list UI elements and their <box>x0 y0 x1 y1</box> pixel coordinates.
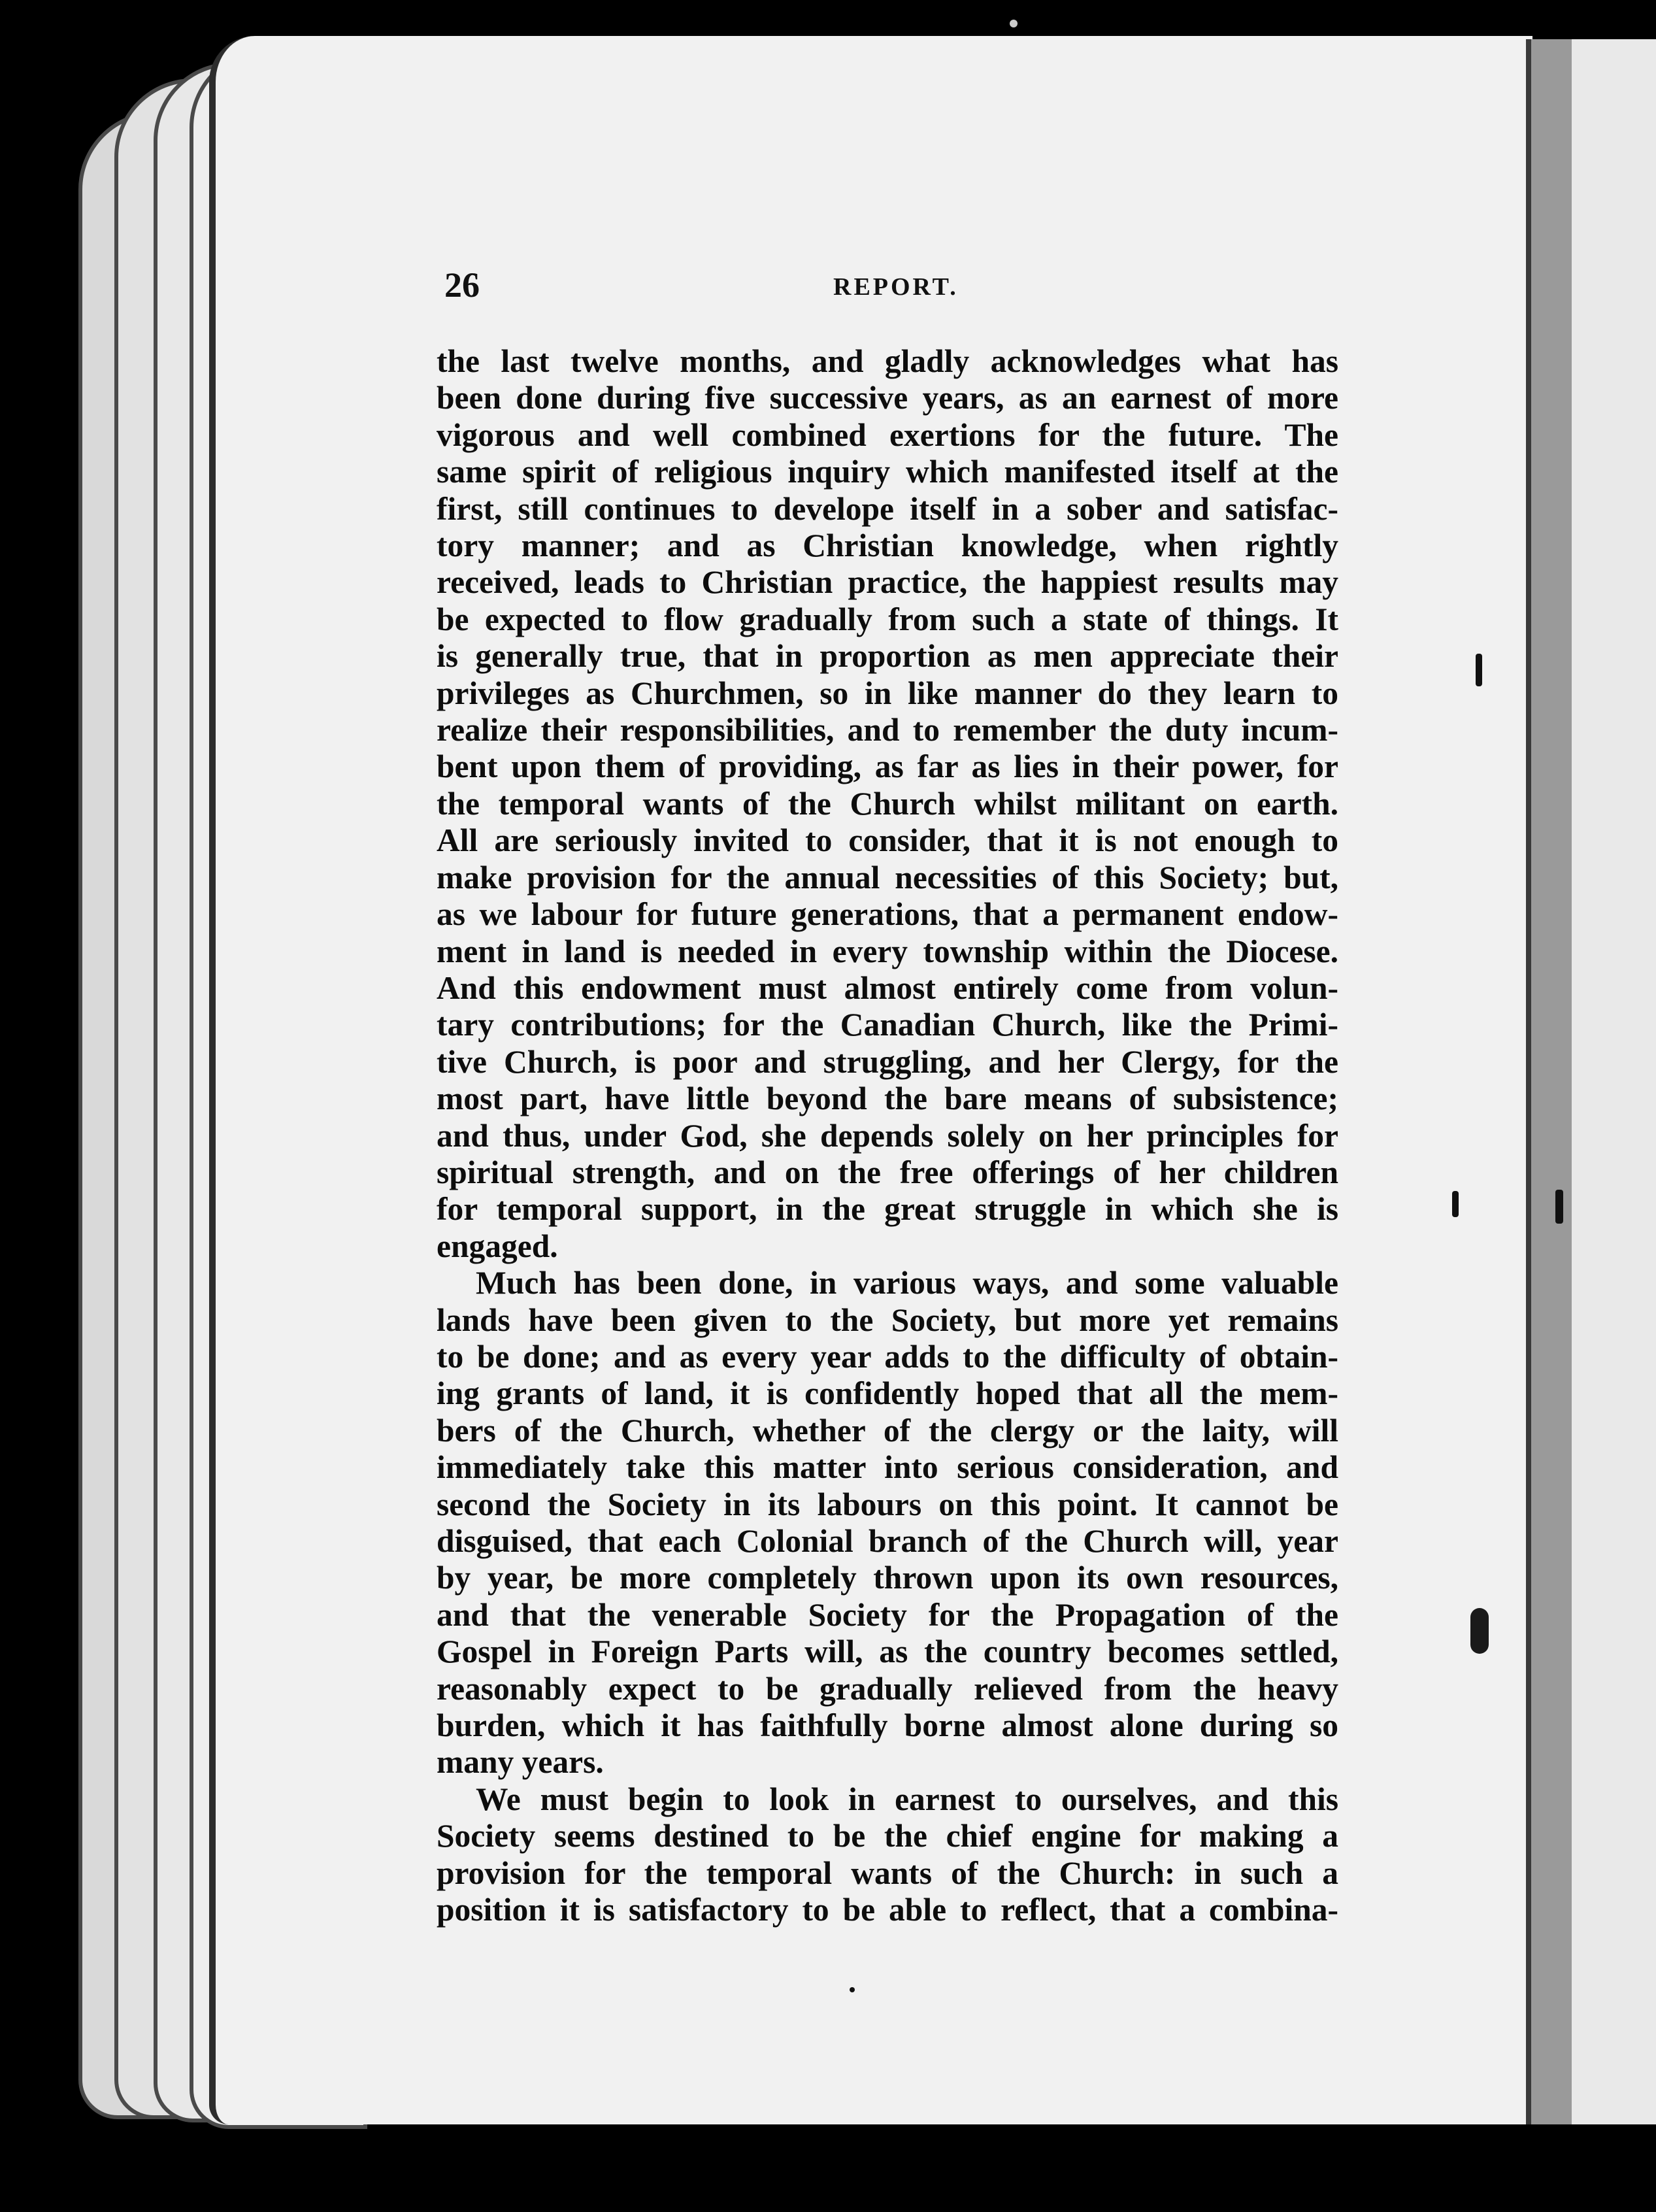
text-line: for temporal support, in the great struggle in which she is <box>437 1191 1338 1228</box>
text-line: Much has been done, in various ways, and some valuable <box>476 1265 1338 1301</box>
text-line: burden, which it has faithfully borne almost alone during so <box>437 1707 1338 1744</box>
text-line: the temporal wants of the Church whilst militant on earth. <box>437 785 1338 822</box>
bleed-through-mark <box>1555 1190 1563 1224</box>
text-line: We must begin to look in earnest to ourselves, and this <box>476 1781 1338 1817</box>
text-line: tary contributions; for the Canadian Church, like the Primi- <box>437 1007 1338 1043</box>
text-line: position it is satisfactory to be able to reflect, that a combina- <box>437 1892 1338 1928</box>
text-line: realize their responsibilities, and to remember the duty incum- <box>437 712 1338 748</box>
text-line: Gospel in Foreign Parts will, as the country becomes settled, <box>437 1634 1338 1670</box>
text-line: engaged. <box>437 1228 558 1264</box>
text-line: Society seems destined to be the chief engine for making a <box>437 1818 1338 1854</box>
text-line: reasonably expect to be gradually relieved from the heavy <box>437 1670 1338 1707</box>
body-text <box>437 343 1338 1928</box>
text-line: first, still continues to develope itself in a sober and satisfac- <box>437 490 1338 527</box>
text-line: disguised, that each Colonial branch of the Church will, year <box>437 1523 1338 1559</box>
text-line: been done during five successive years, as an earnest of more <box>437 380 1338 416</box>
page-number: 26 <box>444 265 480 305</box>
page-header <box>444 265 967 317</box>
text-line: by year, be more completely thrown upon its own resources, <box>437 1560 1338 1596</box>
text-line: most part, have little beyond the bare means of subsistence; <box>437 1081 1338 1117</box>
text-line: spiritual strength, and on the free offerings of her children <box>437 1154 1338 1190</box>
text-line: tory manner; and as Christian knowledge, when rightly <box>437 528 1338 564</box>
text-line: be expected to flow gradually from such a state of things. It <box>437 601 1338 637</box>
text-line: ing grants of land, it is confidently hoped that all the mem- <box>437 1375 1338 1412</box>
text-line: ment in land is needed in every township within the Diocese. <box>437 933 1338 969</box>
text-line: and that the venerable Society for the Propagation of the <box>437 1596 1338 1633</box>
text-line: vigorous and well combined exertions for the future. The <box>437 416 1338 453</box>
text-line: bers of the Church, whether of the clergy or the laity, will <box>437 1412 1338 1449</box>
bleed-through-mark <box>1476 654 1482 686</box>
text-line: the last twelve months, and gladly acknowledges what has <box>437 343 1338 379</box>
text-line: lands have been given to the Society, but more yet remains <box>437 1301 1338 1338</box>
text-line: as we labour for future generations, that a permanent endow- <box>437 896 1338 933</box>
bleed-through-mark <box>1470 1608 1489 1654</box>
text-line: and thus, under God, she depends solely on her principles for <box>437 1117 1338 1154</box>
bleed-through-mark <box>1452 1191 1459 1217</box>
text-line: received, leads to Christian practice, the happiest results may <box>437 564 1338 601</box>
text-line: second the Society in its labours on this point. It cannot be <box>437 1486 1338 1522</box>
text-line: same spirit of religious inquiry which manifested itself at the <box>437 454 1338 490</box>
text-line: privileges as Churchmen, so in like manner do they learn to <box>437 675 1338 711</box>
text-line: bent upon them of providing, as far as lies in their power, for <box>437 748 1338 785</box>
text-line: is generally true, that in proportion as men appreciate their <box>437 638 1338 675</box>
text-line: tive Church, is poor and struggling, and her Clergy, for the <box>437 1043 1338 1080</box>
text-line: provision for the temporal wants of the Church: in such a <box>437 1854 1338 1891</box>
text-line: to be done; and as every year adds to the difficulty of obtain- <box>437 1338 1338 1375</box>
book-gutter <box>1526 39 1577 2124</box>
text-line: immediately take this matter into serious consideration, and <box>437 1449 1338 1486</box>
text-line: All are seriously invited to consider, that it is not enough to <box>437 822 1338 859</box>
ink-speck <box>1010 20 1018 27</box>
text-line: make provision for the annual necessities of this Society; but, <box>437 859 1338 896</box>
text-line: many years. <box>437 1744 604 1781</box>
ink-speck <box>850 1987 855 1992</box>
facing-page-edge <box>1572 39 1656 2124</box>
text-line: And this endowment must almost entirely come from volun- <box>437 969 1338 1006</box>
running-head: REPORT. <box>833 273 959 301</box>
